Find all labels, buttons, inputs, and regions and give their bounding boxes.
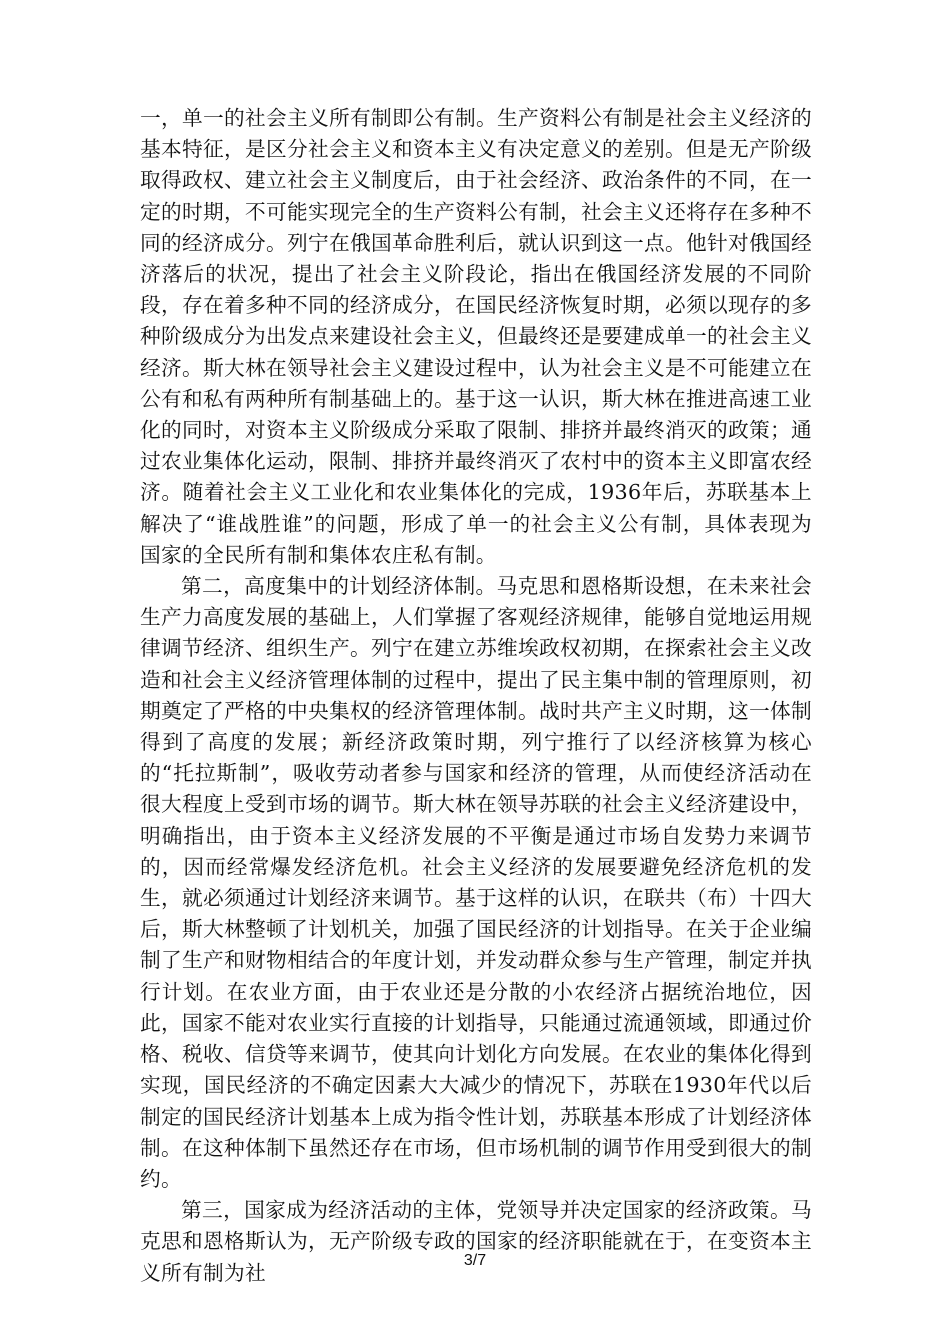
paragraph-3: 第三，国家成为经济活动的主体，党领导并决定国家的经济政策。马克思和恩格斯认为，无产阶级专政的国家的经济职能就在于，在变资本主义所有制为社 xyxy=(140,1198,812,1285)
paragraph-2: 第二，高度集中的计划经济体制。马克思和恩格斯设想，在未来社会生产力高度发展的基础上，人们掌握了客观经济规律，能够自觉地运用规律调节经济、组织生产。列宁在建立苏维埃政权初期，在探索社会主义改造和社会主义经济管理体制的过程中，提出了民主集中制的管理原则，初期奠定了严格的中央集权的经济管理体制。战时共产主义时期，这一体制得到了高度的发展；新经济政策时期，列宁推行了以经济核算为核心的“托拉斯制”，吸收劳动者参与国家和经济的管理，从而使经济活动在很大程度上受到市场的调节。斯大林在领导苏联的社会主义经济建设中，明确指出，由于资本主义经济发展的不平衡是通过市场自发势力来调节的，因而经常爆发经济危机。社会主义经济的发展要避免经济危机的发生，就必须通过计划经济来调节。基于这样的认识，在联共（布）十四大后，斯大林整顿了计划机关，加强了国民经济的计划指导。在关于企业编制了生产和财物相结合的年度计划，并发动群众参与生产管理，制定并执行计划。在农业方面，由于农业还是分散的小农经济占据统治地位，因此，国家不能对农业实行直接的计划指导，只能通过流通领域，即通过价格、税收、信贷等来调节，使其向计划化方向发展。在农业的集体化得到实现，国民经济的不确定因素大大减少的情况下，苏联在1930年代以后制定的国民经济计划基本上成为指令性计划，苏联基本形成了计划经济体制。在这种体制下虽然还存在市场，但市场机制的调节作用受到很大的制约。 xyxy=(140,574,812,1191)
document-body xyxy=(140,103,812,1289)
paragraph-1: 一，单一的社会主义所有制即公有制。生产资料公有制是社会主义经济的基本特征，是区分社会主义和资本主义有决定意义的差别。但是无产阶级取得政权、建立社会主义制度后，由于社会经济、政治条件的不同，在一定的时期，不可能实现完全的生产资料公有制，社会主义还将存在多种不同的经济成分。列宁在俄国革命胜利后，就认识到这一点。他针对俄国经济落后的状况，提出了社会主义阶段论，指出在俄国经济发展的不同阶段，存在着多种不同的经济成分，在国民经济恢复时期，必须以现存的多种阶级成分为出发点来建设社会主义，但最终还是要建成单一的社会主义经济。斯大林在领导社会主义建设过程中，认为社会主义是不可能建立在公有和私有两种所有制基础上的。基于这一认识，斯大林在推进高速工业化的同时，对资本主义阶级成分采取了限制、排挤并最终消灭的政策；通过农业集体化运动，限制、排挤并最终消灭了农村中的资本主义即富农经济。随着社会主义工业化和农业集体化的完成，1936年后，苏联基本上解决了“谁战胜谁”的问题，形成了单一的社会主义公有制，具体表现为国家的全民所有制和集体农庄私有制。 xyxy=(140,106,812,567)
page-number: 3/7 xyxy=(463,1252,487,1269)
